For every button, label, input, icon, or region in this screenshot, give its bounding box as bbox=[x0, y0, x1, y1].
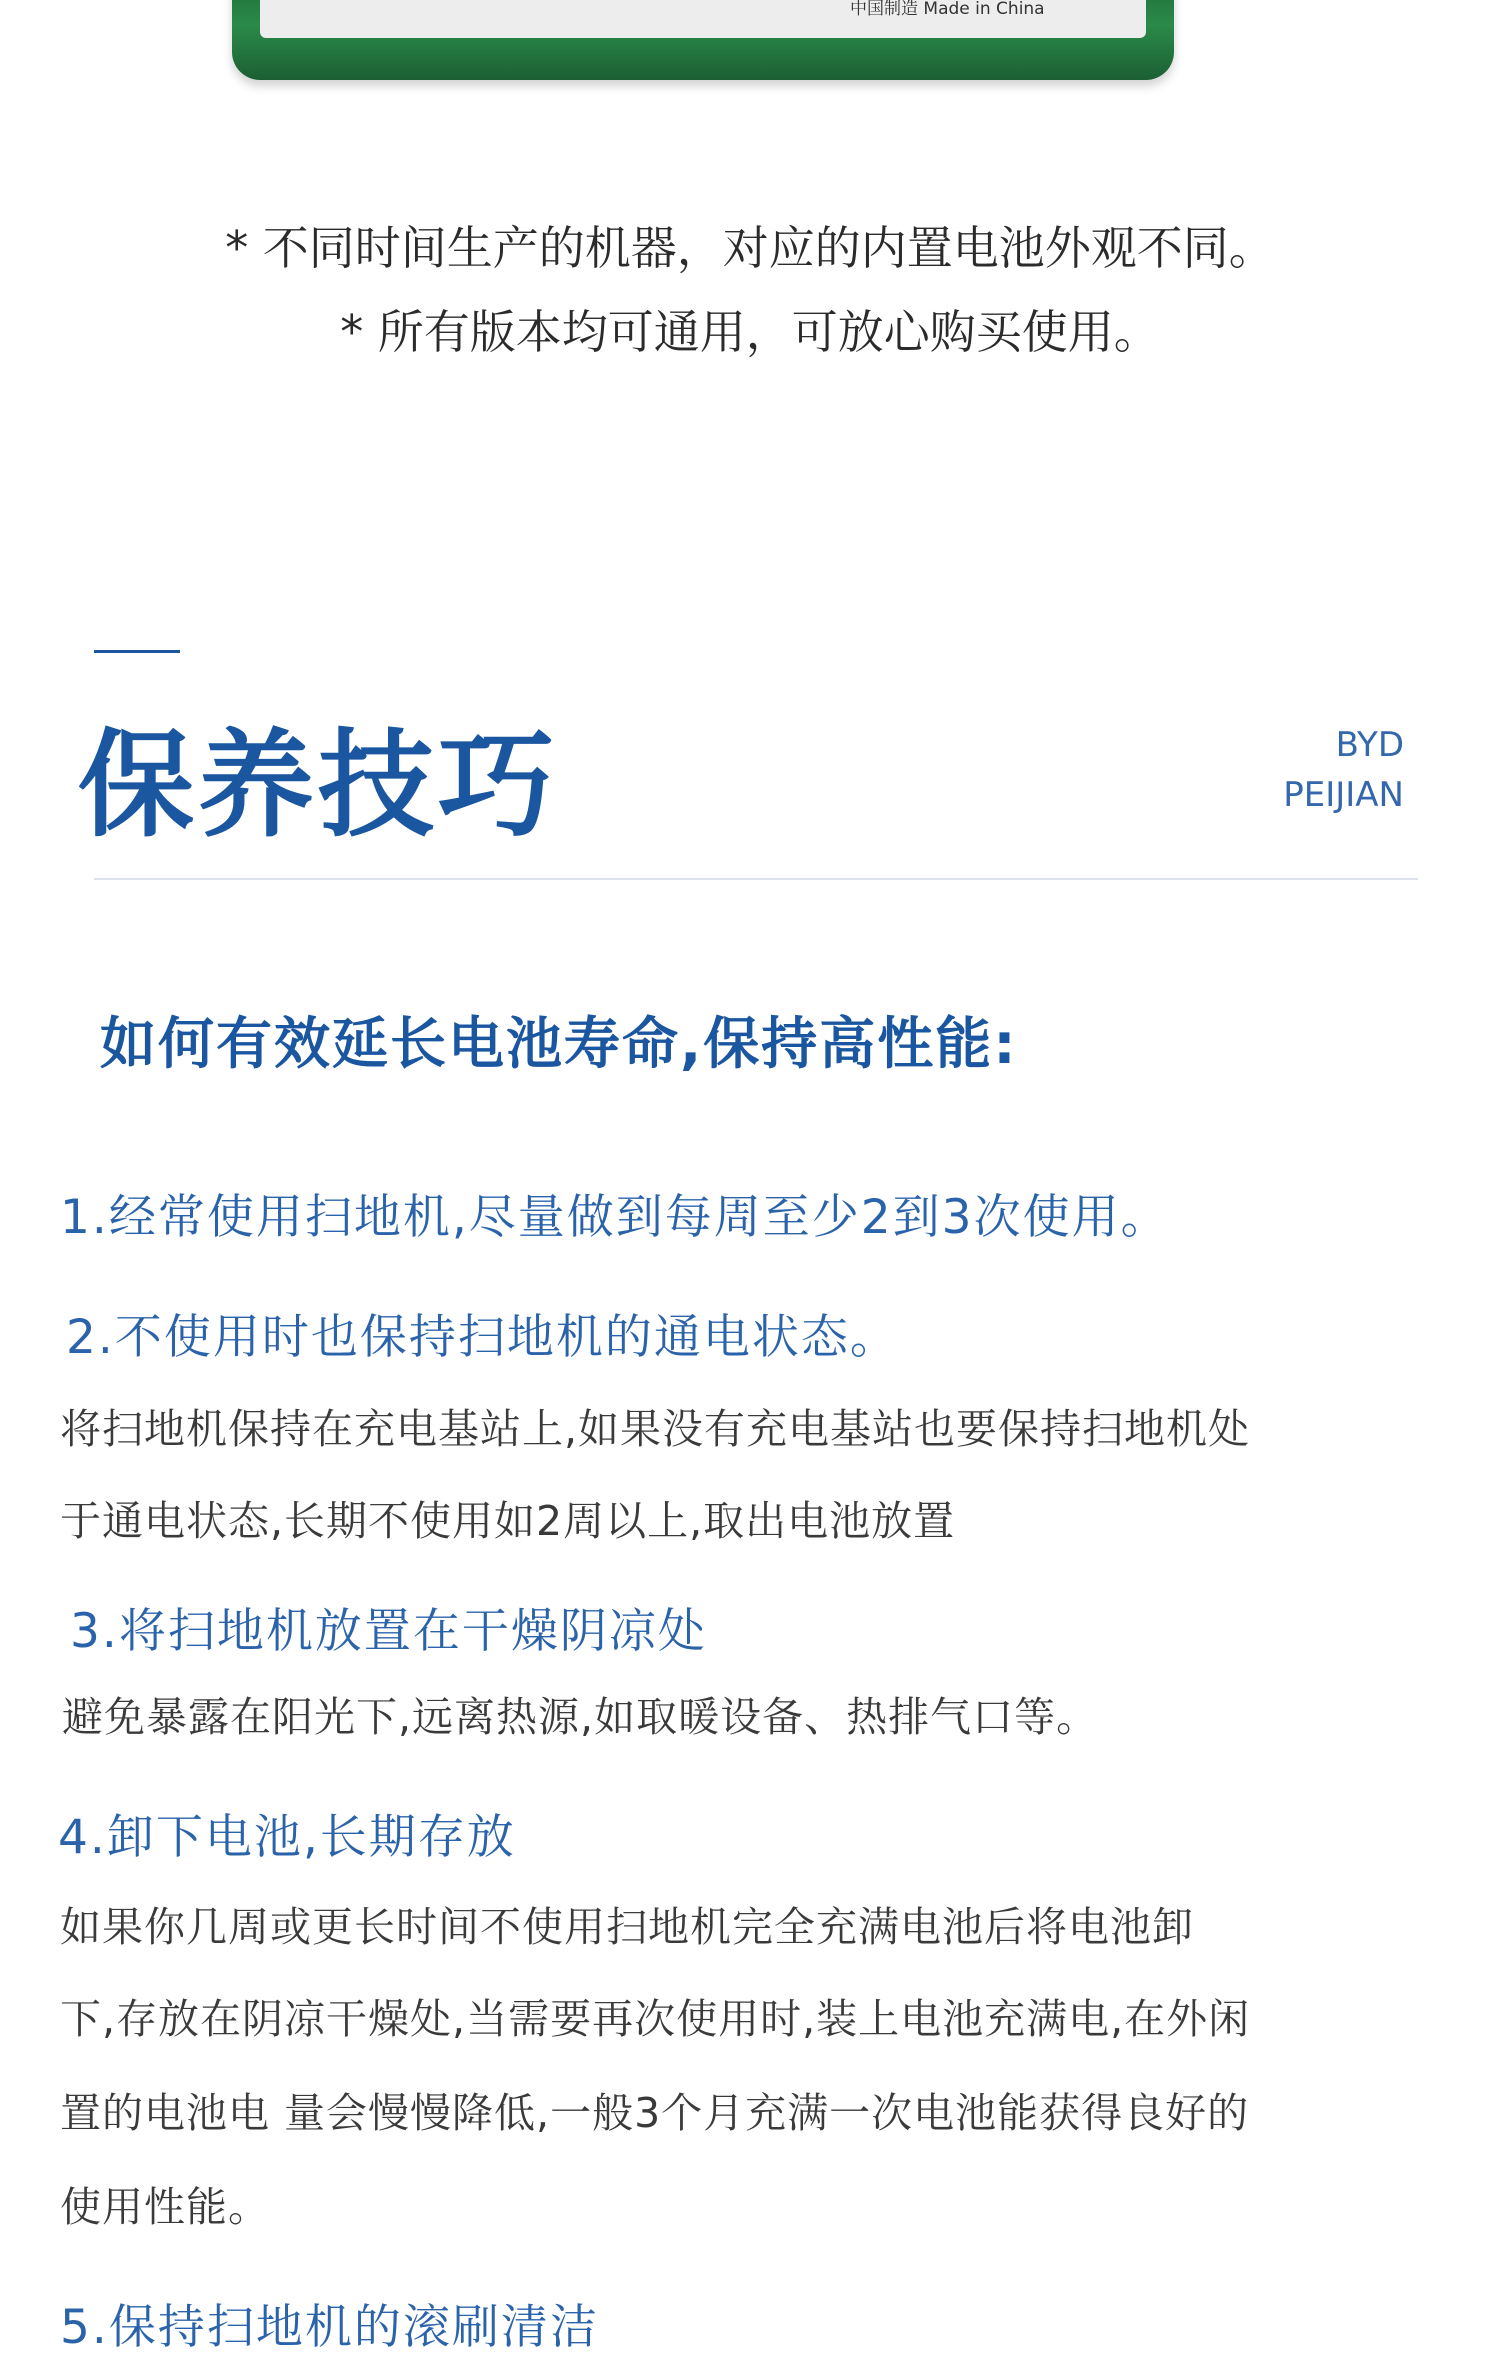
tip-heading-1: 1.经常使用扫地机,尽量做到每周至少2到3次使用。 bbox=[60, 1190, 1170, 1245]
tip-heading-4: 4.卸下电池,长期存放 bbox=[58, 1810, 516, 1865]
tip-heading-2: 2.不使用时也保持扫地机的通电状态。 bbox=[66, 1310, 899, 1365]
note-compatibility: * 所有版本均可通用，可放心购买使用。 bbox=[340, 305, 1160, 359]
battery-image bbox=[232, 0, 1174, 80]
tip-body-2-line-2: 于通电状态,长期不使用如2周以上,取出电池放置 bbox=[60, 1497, 956, 1545]
note-appearance: * 不同时间生产的机器，对应的内置电池外观不同。 bbox=[225, 221, 1275, 275]
brand-line-1: BYD bbox=[1335, 725, 1404, 765]
tip-body-2-line-1: 将扫地机保持在充电基站上,如果没有充电基站也要保持扫地机处 bbox=[60, 1405, 1251, 1453]
tip-body-4-line-4: 使用性能。 bbox=[60, 2183, 270, 2231]
tip-body-4-line-2: 下,存放在阴凉干燥处,当需要再次使用时,装上电池充满电,在外闲 bbox=[60, 1995, 1251, 2043]
tip-body-4-line-1: 如果你几周或更长时间不使用扫地机完全充满电池后将电池卸 bbox=[60, 1903, 1194, 1951]
brand-line-2: PEIJIAN bbox=[1283, 775, 1404, 815]
battery-origin-text: 中国制造 Made in China bbox=[850, 0, 1045, 19]
decorative-line bbox=[94, 650, 180, 653]
battery-label bbox=[260, 0, 1146, 38]
tip-heading-3: 3.将扫地机放置在干燥阴凉处 bbox=[70, 1604, 707, 1659]
brand-mark bbox=[1283, 720, 1404, 820]
tip-body-4-line-3: 置的电池电 量会慢慢降低,一般3个月充满一次电池能获得良好的 bbox=[60, 2089, 1250, 2137]
divider bbox=[94, 878, 1418, 880]
section-subtitle: 如何有效延长电池寿命,保持高性能: bbox=[100, 1012, 1018, 1077]
tip-heading-5: 5.保持扫地机的滚刷清洁 bbox=[60, 2300, 599, 2355]
section-title: 保养技巧 bbox=[78, 718, 558, 853]
tip-body-3-line-1: 避免暴露在阳光下,远离热源,如取暖设备、热排气口等。 bbox=[62, 1693, 1099, 1741]
